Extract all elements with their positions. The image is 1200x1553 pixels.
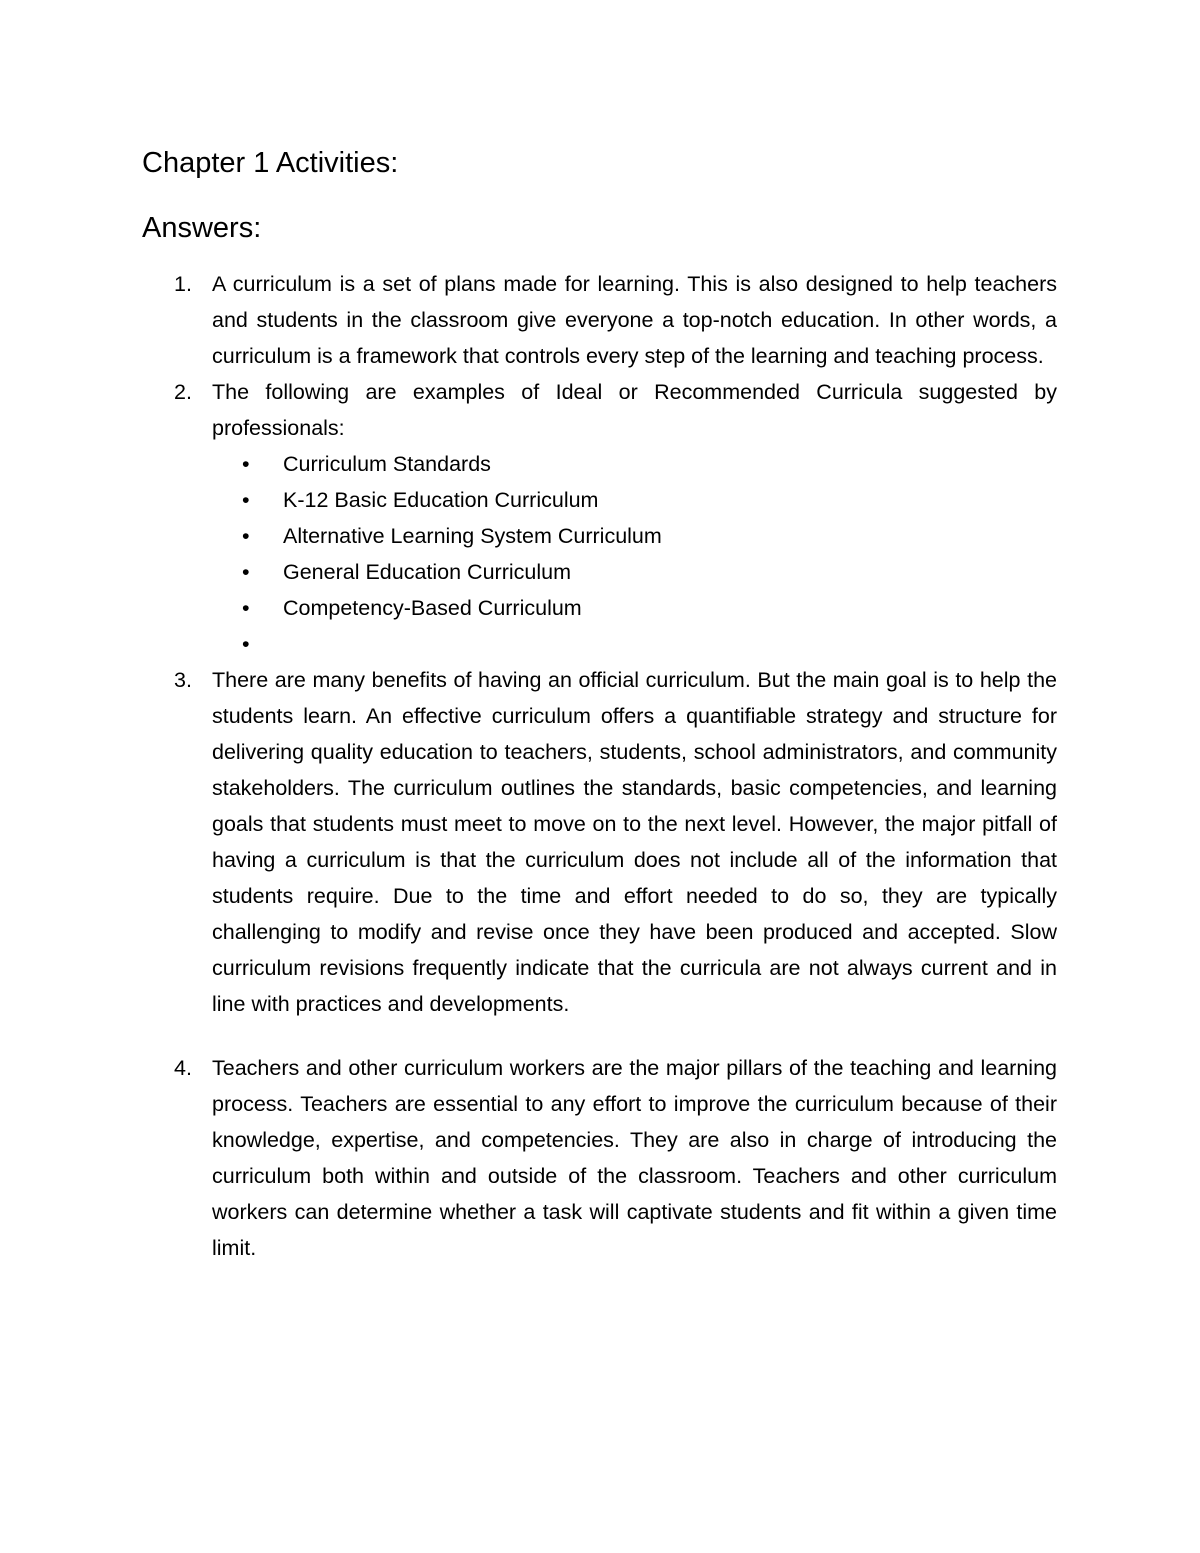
bullet-item — [0, 518, 1200, 554]
answer-text: There are many benefits of having an official curriculum. But the main goal is to help the students learn. An effective curriculum offers a quantifiable strategy and structure for delivering quality education to teachers, students, school administrators, and community stakeholders. The curriculum outlines the standards, basic competencies, and learning goals that students must meet to move on to the next level. However, the major pitfall of having a curriculum is that the curriculum does not include all of the information that students require. Due to the time and effort needed to do so, they are typically challenging to modify and revise once they have been produced and accepted. Slow curriculum revisions frequently indicate that the curricula are not always current and in line with practices and developments. — [212, 668, 1057, 1016]
bullet-icon: • — [242, 632, 250, 656]
answer-item-1 — [0, 266, 1200, 374]
paragraph-spacer — [0, 1022, 1200, 1050]
answers-list — [0, 266, 1200, 1266]
answer-number: 2. — [174, 380, 192, 404]
bullet-icon: • — [242, 524, 250, 548]
bullet-text: Curriculum Standards — [283, 452, 491, 476]
bullet-text: Alternative Learning System Curriculum — [283, 524, 662, 548]
answers-heading: Answers: — [142, 212, 262, 244]
answer-item-3 — [0, 662, 1200, 1022]
bullet-text: Competency-Based Curriculum — [283, 596, 582, 620]
answer-number: 3. — [174, 668, 192, 692]
answer-number: 1. — [174, 272, 192, 296]
answer-item-4 — [0, 1050, 1200, 1266]
bullet-icon: • — [242, 596, 250, 620]
bullet-icon: • — [242, 452, 250, 476]
page-title: Chapter 1 Activities: — [142, 147, 399, 179]
bullet-item — [0, 554, 1200, 590]
bullet-item — [0, 446, 1200, 482]
bullet-text: General Education Curriculum — [283, 560, 571, 584]
bullet-item — [0, 626, 1200, 662]
answer-text: Teachers and other curriculum workers are the major pillars of the teaching and learning process. Teachers are essential to any effort to improve the curriculum because of their knowledge, expertise, and competencies. They are also in charge of introducing the curriculum both within and outside of the classroom. Teachers and other curriculum workers can determine whether a task will captivate students and fit within a given time limit. — [212, 1056, 1057, 1260]
bullet-icon: • — [242, 488, 250, 512]
bullet-icon: • — [242, 560, 250, 584]
answer-text: The following are examples of Ideal or Recommended Curricula suggested by professionals: — [212, 380, 1057, 440]
answer-number: 4. — [174, 1056, 192, 1080]
curricula-bullet-list — [0, 446, 1200, 662]
answer-item-2 — [0, 374, 1200, 662]
bullet-text: K-12 Basic Education Curriculum — [283, 488, 599, 512]
bullet-item — [0, 482, 1200, 518]
bullet-item — [0, 590, 1200, 626]
answer-text: A curriculum is a set of plans made for learning. This is also designed to help teachers and students in the classroom give everyone a top-notch education. In other words, a curriculum is a framework that controls every step of the learning and teaching process. — [212, 272, 1057, 368]
